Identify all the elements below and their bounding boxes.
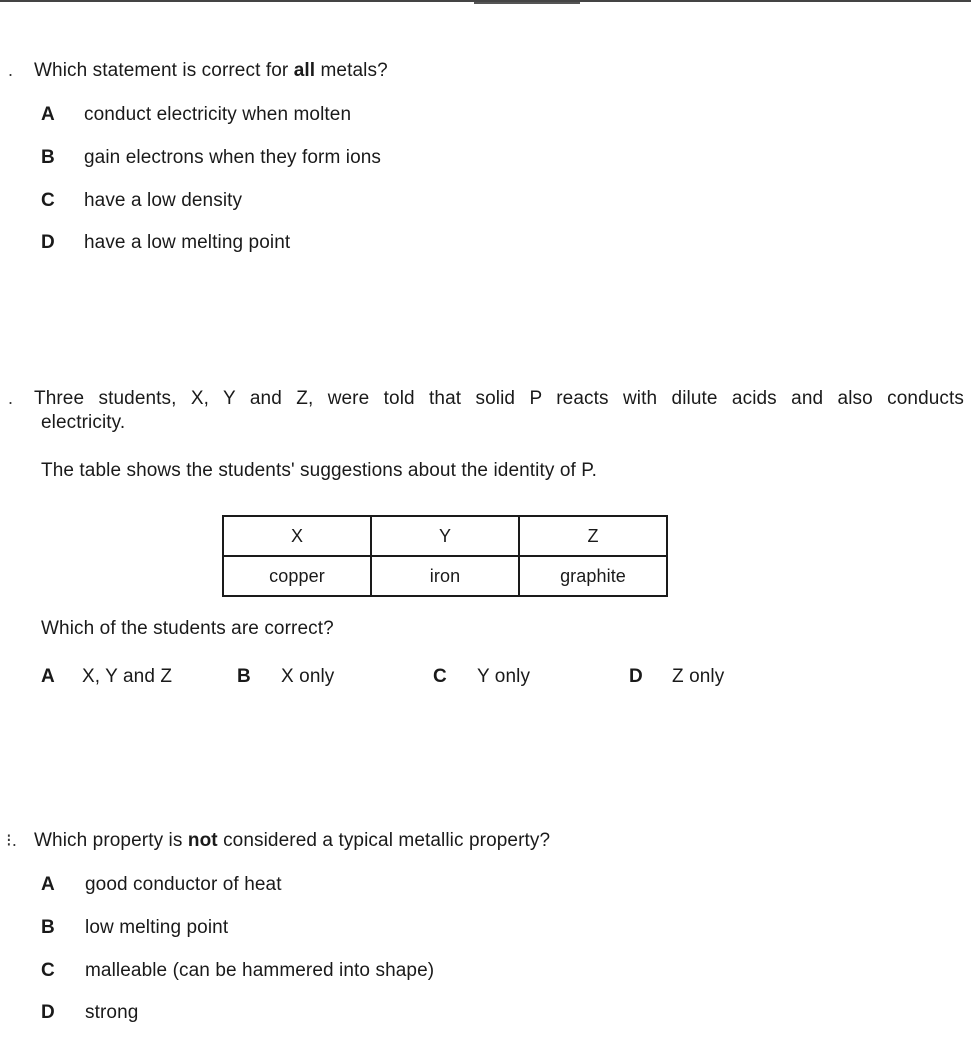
question-stem: Which statement is correct for all metals? [34,60,388,81]
option-letter: D [629,666,643,687]
option-letter: A [41,666,55,687]
option-text: X only [281,666,335,687]
question-stem-line-1: Three students, X, Y and Z, were told that solid P reacts with dilute acids and also conducts [34,388,964,409]
option-text: malleable (can be hammered into shape) [85,960,435,981]
table-cell: copper [223,556,371,596]
option-letter: D [41,232,55,253]
header-cell: Z [519,516,667,556]
option-letter: B [237,666,251,687]
option-letter: C [41,190,55,211]
option-text: Y only [477,666,531,687]
table-row [223,556,667,596]
option-letter: C [41,960,55,981]
question-number: . [8,388,14,408]
option-text: good conductor of heat [85,874,282,895]
option-letter: B [41,917,55,938]
stem-emphasis: all [293,60,316,81]
table-header-row [223,516,667,556]
question-stem: Which property is not considered a typical metallic property? [34,830,551,851]
option-text: have a low density [84,190,243,211]
question-number: ⁝. [6,830,17,850]
stem-emphasis: not [187,830,218,851]
option-text: gain electrons when they form ions [84,147,381,168]
suggestions-table [222,515,668,597]
header-cell: X [223,516,371,556]
option-text: Z only [672,666,725,687]
option-text: have a low melting point [84,232,291,253]
question-number: . [8,60,14,80]
option-letter: A [41,104,55,125]
header-cell: Y [371,516,519,556]
option-text: low melting point [85,917,229,938]
option-letter: C [433,666,447,687]
top-rule-mark [474,2,580,4]
option-letter: B [41,147,55,168]
question-stem-line-2: electricity. [41,412,126,433]
option-text: X, Y and Z [82,666,173,687]
option-text: strong [85,1002,139,1023]
table-cell: iron [371,556,519,596]
option-letter: D [41,1002,55,1023]
question-prompt: Which of the students are correct? [41,618,334,639]
option-text: conduct electricity when molten [84,104,352,125]
table-intro: The table shows the students' suggestions about the identity of P. [41,460,597,481]
table-cell: graphite [519,556,667,596]
option-letter: A [41,874,55,895]
